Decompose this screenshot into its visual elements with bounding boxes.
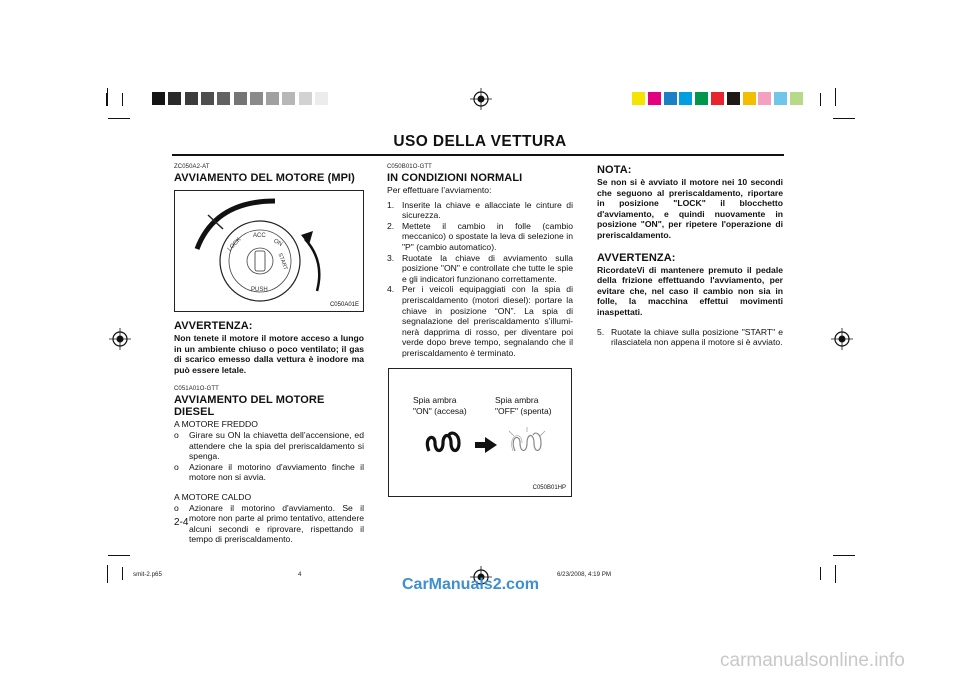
list-item: o Girare su ON la chiavetta dell’accensione, ed attendere che la spia del preriscaldamento si spenga. — [174, 429, 364, 462]
watermark-site: carmanualsonline.info — [720, 650, 905, 671]
cold-engine-title: A MOTORE FREDDO — [174, 419, 258, 430]
section-code: C051A01O-GTT — [174, 386, 219, 393]
gray-swatch — [201, 92, 214, 105]
list-item: o Azionare il motorino d'avviamento. Se il motore non parte al primo tentativo, attendere alcuni secondi e riprovare, rispettando il tempo di preriscaldamento. — [174, 502, 364, 545]
section-title: AVVIAMENTO DEL MOTORE DIESEL — [174, 394, 325, 419]
color-swatch — [743, 92, 756, 105]
page-title: USO DELLA VETTURA — [393, 133, 567, 150]
ignition-switch-illustration — [175, 191, 363, 311]
page-number: 2-4 — [174, 517, 189, 528]
glow-plug-on-icon — [423, 431, 463, 457]
section-title: AVVIAMENTO DEL MOTORE (MPI) — [174, 172, 355, 184]
label-on: Spia ambra "ON" (accesa) — [413, 395, 467, 416]
list-item: o Azionare il motorino d'avviamento finche il motore non si avvia. — [174, 461, 364, 483]
gray-swatch — [250, 92, 263, 105]
registration-target-left-icon — [109, 328, 131, 350]
color-swatch — [679, 92, 692, 105]
gray-swatch — [185, 92, 198, 105]
color-swatch — [727, 92, 740, 105]
note-text: Se non si è avviato il motore nei 10 secondi che seguono al preriscaldamento, riportare in posizione "LOCK" il blocchetto d'avviamento, e quindi nuovamente in posizione "ON", per ripetere l'operazione di preriscaldamento. — [597, 177, 783, 240]
note-title: NOTA: — [597, 164, 632, 176]
arrow-right-icon — [475, 437, 497, 453]
section-code: C050B01O-GTT — [387, 164, 432, 170]
watermark-logo: CarManuals2.com — [402, 576, 539, 593]
ring-label-push: PUSH — [251, 287, 268, 293]
ring-label-lock: LOCK — [226, 236, 243, 253]
header-rule — [172, 154, 784, 156]
color-swatch — [711, 92, 724, 105]
right-column — [597, 164, 783, 348]
gray-swatch — [168, 92, 181, 105]
figure-code: C050A01E — [329, 302, 359, 308]
figure-code: C050B01HP — [532, 485, 566, 491]
color-swatch — [758, 92, 771, 105]
color-swatch — [695, 92, 708, 105]
list-item: 2. Mettete il cambio in folle (cambio meccanico) o spostate la leva di selezione in "P" (cambio automatico). — [387, 220, 573, 252]
warning-title: AVVERTENZA: — [174, 320, 253, 332]
gray-swatch — [217, 92, 230, 105]
warning-text: Non tenete il motore il motore acceso a lungo in un ambiente chiuso o poco ventilato; il gas di scarico emesso dalla vettura è inodore ma può essere letale. — [174, 333, 364, 375]
warning-text: RicordateVi di mantenere premuto il pedale della frizione effettuando l'avviamento, per evitare che, nel caso il cambio non sia in folle, la macchina effettui movimenti inaspettati. — [597, 264, 783, 317]
list-item: 4. Per i veicoli equipaggiati con la spia di preriscaldamento (motori diesel): portare la chiave in posizione “ON”. La spia di segnalazione del preriscaldamento s’illumi- nerà dapprima di rosso, per diventare poi verde dopo breve tempo, segnalando che il preriscaldamento è terminato. — [387, 284, 573, 358]
gray-swatch — [266, 92, 279, 105]
glow-plug-figure — [388, 368, 572, 497]
intro-text: Per effettuare l’avviamento: — [387, 185, 492, 195]
ring-label-start: START — [276, 252, 289, 271]
footer-date: 6/23/2008, 4:19 PM — [557, 571, 612, 578]
color-swatch — [774, 92, 787, 105]
color-swatch — [790, 92, 803, 105]
list-item: 1. Inserite la chiave e allacciate le cinture di sicurezza. — [387, 199, 573, 221]
color-swatch — [648, 92, 661, 105]
color-swatch — [632, 92, 645, 105]
registration-target-top-icon — [470, 88, 492, 110]
list-item: 3. Ruotate la chiave di avviamento sulla posizione "ON" e controllate che tutte le spie e gli indicatori funzionano correttamente. — [387, 252, 573, 284]
glow-plug-off-icon — [505, 427, 549, 461]
footer-page: 4 — [298, 571, 302, 578]
ring-label-on: ON — [272, 238, 284, 248]
gray-swatch — [152, 92, 165, 105]
warning-title: AVVERTENZA: — [597, 251, 676, 264]
hot-engine-title: A MOTORE CALDO — [174, 491, 252, 502]
registration-target-right-icon — [831, 328, 853, 350]
color-swatch — [664, 92, 677, 105]
footer-file: smit-2.p65 — [133, 571, 162, 578]
gray-swatch — [282, 92, 295, 105]
list-item: 5. Ruotate la chiave sulla posizione "START" e rilasciatela non appena il motore si è avviato. — [597, 326, 783, 348]
section-code: ZC050A2-AT — [174, 164, 210, 170]
gray-swatch — [299, 92, 312, 105]
label-off: Spia ambra "OFF" (spenta) — [495, 395, 552, 416]
section-title: IN CONDIZIONI NORMALI — [387, 172, 523, 184]
ignition-figure — [174, 190, 364, 312]
gray-swatch — [234, 92, 247, 105]
middle-column — [387, 164, 573, 359]
ring-label-acc: ACC — [253, 233, 266, 239]
left-column — [174, 164, 364, 545]
gray-swatch — [315, 92, 328, 105]
